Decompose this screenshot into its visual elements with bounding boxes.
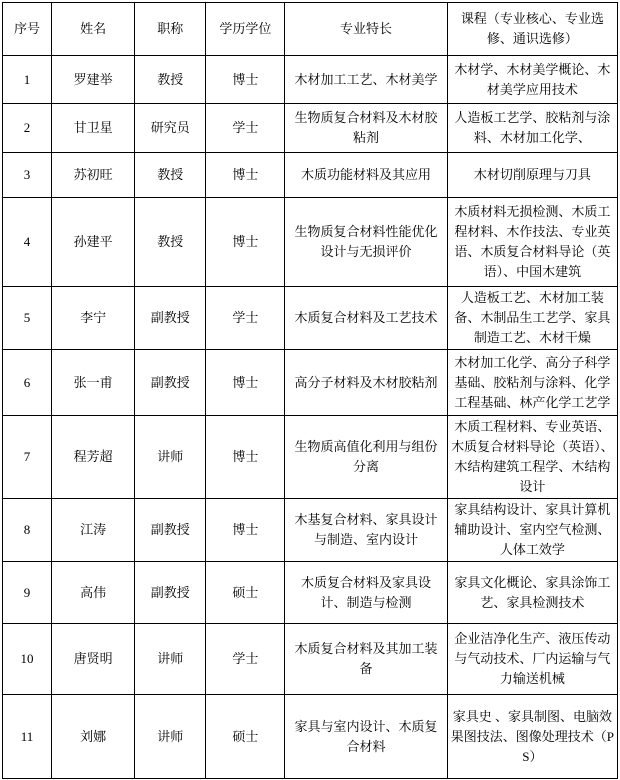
cell-courses: 木质材料无损检测、木质工程材料、木作技法、专业英语、木质复合材料导论（英语）、中国木建筑 bbox=[447, 198, 617, 287]
cell-degree: 博士 bbox=[206, 499, 285, 562]
table-row bbox=[3, 104, 618, 153]
cell-title: 副教授 bbox=[135, 499, 206, 562]
cell-no: 9 bbox=[3, 562, 52, 624]
cell-degree: 学士 bbox=[206, 287, 285, 350]
cell-title: 副教授 bbox=[135, 562, 206, 624]
cell-degree: 学士 bbox=[206, 624, 285, 695]
cell-name: 刘娜 bbox=[52, 695, 135, 779]
header-cell-degree: 学历学位 bbox=[206, 3, 285, 56]
cell-courses: 人造板工艺学、胶粘剂与涂料、木材加工化学、 bbox=[447, 104, 617, 153]
cell-name: 李宁 bbox=[52, 287, 135, 350]
cell-no: 4 bbox=[3, 198, 52, 287]
cell-degree: 博士 bbox=[206, 198, 285, 287]
table-row bbox=[3, 287, 618, 350]
table-row bbox=[3, 562, 618, 624]
cell-courses: 家具结构设计、家具计算机辅助设计、室内空气检测、人体工效学 bbox=[447, 499, 617, 562]
cell-no: 10 bbox=[3, 624, 52, 695]
cell-name: 孙建平 bbox=[52, 198, 135, 287]
cell-courses: 企业洁净化生产、液压传动与气动技术、厂内运输与气力输送机械 bbox=[447, 624, 617, 695]
cell-courses: 木材切削原理与刀具 bbox=[447, 153, 617, 198]
cell-courses: 木质工程材料、专业英语、木质复合材料导论（英语）、木结构建筑工程学、木结构设计 bbox=[447, 416, 617, 499]
cell-title: 教授 bbox=[135, 56, 206, 104]
cell-no: 8 bbox=[3, 499, 52, 562]
cell-no: 6 bbox=[3, 350, 52, 416]
cell-specialty: 木质复合材料及工艺技术 bbox=[285, 287, 447, 350]
cell-courses: 人造板工艺、木材加工装备、木制品生工艺学、家具制造工艺、木材干燥 bbox=[447, 287, 617, 350]
faculty-course-table bbox=[2, 2, 618, 779]
cell-title: 副教授 bbox=[135, 287, 206, 350]
cell-title: 研究员 bbox=[135, 104, 206, 153]
cell-specialty: 木材加工工艺、木材美学 bbox=[285, 56, 447, 104]
cell-specialty: 木质功能材料及其应用 bbox=[285, 153, 447, 198]
cell-specialty: 木质复合材料及其加工装备 bbox=[285, 624, 447, 695]
table-row bbox=[3, 56, 618, 104]
cell-specialty: 生物质高值化利用与组份分离 bbox=[285, 416, 447, 499]
header-cell-courses: 课程（专业核心、专业选修、通识选修） bbox=[447, 3, 617, 56]
cell-degree: 博士 bbox=[206, 350, 285, 416]
table-row bbox=[3, 624, 618, 695]
cell-no: 2 bbox=[3, 104, 52, 153]
header-cell-title: 职称 bbox=[135, 3, 206, 56]
cell-name: 罗建举 bbox=[52, 56, 135, 104]
cell-degree: 学士 bbox=[206, 104, 285, 153]
cell-courses: 木材学、木材美学概论、木材美学应用技术 bbox=[447, 56, 617, 104]
cell-degree: 博士 bbox=[206, 153, 285, 198]
cell-no: 3 bbox=[3, 153, 52, 198]
cell-name: 甘卫星 bbox=[52, 104, 135, 153]
cell-name: 唐贤明 bbox=[52, 624, 135, 695]
cell-title: 教授 bbox=[135, 198, 206, 287]
cell-title: 讲师 bbox=[135, 624, 206, 695]
cell-degree: 博士 bbox=[206, 56, 285, 104]
cell-degree: 硕士 bbox=[206, 695, 285, 779]
cell-specialty: 高分子材料及木材胶粘剂 bbox=[285, 350, 447, 416]
cell-name: 江涛 bbox=[52, 499, 135, 562]
cell-courses: 木材加工化学、高分子科学基础、胶粘剂与涂料、化学工程基础、林产化学工艺学 bbox=[447, 350, 617, 416]
table-row bbox=[3, 350, 618, 416]
cell-no: 7 bbox=[3, 416, 52, 499]
header-cell-name: 姓名 bbox=[52, 3, 135, 56]
cell-title: 讲师 bbox=[135, 695, 206, 779]
cell-title: 讲师 bbox=[135, 416, 206, 499]
cell-name: 高伟 bbox=[52, 562, 135, 624]
table-body bbox=[3, 56, 618, 779]
table-row bbox=[3, 695, 618, 779]
table-row bbox=[3, 198, 618, 287]
table-row bbox=[3, 416, 618, 499]
table-row bbox=[3, 153, 618, 198]
header-cell-specialty: 专业特长 bbox=[285, 3, 447, 56]
cell-courses: 家具文化概论、家具涂饰工艺、家具检测技术 bbox=[447, 562, 617, 624]
cell-name: 程芳超 bbox=[52, 416, 135, 499]
header-row bbox=[3, 3, 618, 56]
table-row bbox=[3, 499, 618, 562]
cell-title: 教授 bbox=[135, 153, 206, 198]
cell-name: 张一甫 bbox=[52, 350, 135, 416]
cell-specialty: 家具与室内设计、木质复合材料 bbox=[285, 695, 447, 779]
cell-degree: 博士 bbox=[206, 416, 285, 499]
cell-courses: 家具史 、家具制图、电脑效果图技法、图像处理技术（PS） bbox=[447, 695, 617, 779]
cell-no: 11 bbox=[3, 695, 52, 779]
cell-no: 1 bbox=[3, 56, 52, 104]
cell-specialty: 木质复合材料及家具设计、制造与检测 bbox=[285, 562, 447, 624]
cell-degree: 硕士 bbox=[206, 562, 285, 624]
cell-title: 副教授 bbox=[135, 350, 206, 416]
cell-name: 苏初旺 bbox=[52, 153, 135, 198]
table-header bbox=[3, 3, 618, 56]
cell-specialty: 生物质复合材料性能优化设计与无损评价 bbox=[285, 198, 447, 287]
header-cell-no: 序号 bbox=[3, 3, 52, 56]
cell-specialty: 木基复合材料、家具设计与制造、室内设计 bbox=[285, 499, 447, 562]
cell-no: 5 bbox=[3, 287, 52, 350]
cell-specialty: 生物质复合材料及木材胶粘剂 bbox=[285, 104, 447, 153]
